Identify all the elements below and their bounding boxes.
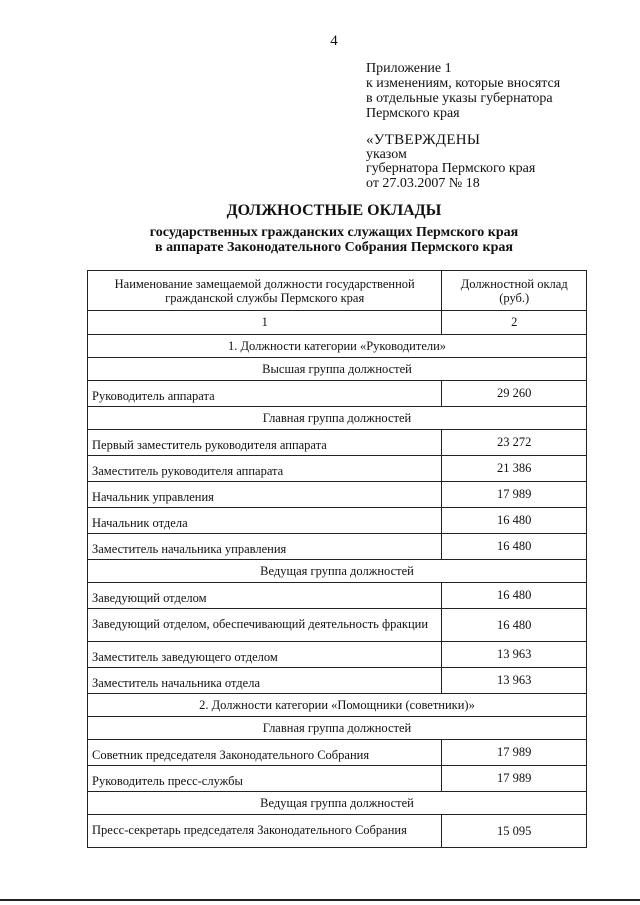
position-salary: 23 272 bbox=[442, 430, 587, 456]
group-row bbox=[88, 792, 587, 815]
approval-line: «УТВЕРЖДЕНЫ bbox=[366, 132, 481, 148]
subtitle-line: в аппарате Законодательного Собрания Пермского края bbox=[155, 240, 513, 255]
group-heading: Главная группа должностей bbox=[88, 407, 587, 430]
document-title: ДОЛЖНОСТНЫЕ ОКЛАДЫ bbox=[226, 202, 442, 219]
position-salary: 16 480 bbox=[442, 609, 587, 642]
table-row bbox=[88, 766, 587, 792]
position-salary: 16 480 bbox=[442, 534, 587, 560]
table-row bbox=[88, 642, 587, 668]
column-number: 1 bbox=[88, 311, 442, 335]
approval-line: губернатора Пермского края bbox=[366, 161, 536, 176]
appendix-line: Приложение 1 bbox=[366, 61, 452, 76]
appendix-line: к изменениям, которые вносятся bbox=[366, 76, 561, 91]
group-heading: Главная группа должностей bbox=[88, 717, 587, 740]
position-name: Руководитель пресс-службы bbox=[88, 766, 442, 792]
table-row bbox=[88, 430, 587, 456]
table-row bbox=[88, 740, 587, 766]
position-salary: 15 095 bbox=[442, 815, 587, 848]
group-row bbox=[88, 717, 587, 740]
appendix-line: в отдельные указы губернатора bbox=[366, 91, 553, 106]
position-name: Начальник отдела bbox=[88, 508, 442, 534]
position-name: Первый заместитель руководителя аппарата bbox=[88, 430, 442, 456]
category-row bbox=[88, 694, 587, 717]
position-salary: 21 386 bbox=[442, 456, 587, 482]
group-heading: Ведущая группа должностей bbox=[88, 560, 587, 583]
position-salary: 17 989 bbox=[442, 482, 587, 508]
table-row bbox=[88, 482, 587, 508]
position-salary: 17 989 bbox=[442, 740, 587, 766]
header-salary: Должностной оклад (руб.) bbox=[442, 271, 587, 311]
group-row bbox=[88, 407, 587, 430]
table-row bbox=[88, 583, 587, 609]
table-row bbox=[88, 668, 587, 694]
position-name: Заместитель начальника отдела bbox=[88, 668, 442, 694]
position-name: Заместитель заведующего отделом bbox=[88, 642, 442, 668]
table-row bbox=[88, 508, 587, 534]
page-number: 4 bbox=[330, 33, 338, 49]
position-name: Заместитель начальника управления bbox=[88, 534, 442, 560]
approval-block bbox=[366, 133, 535, 191]
subtitle-line: государственных гражданских служащих Пермского края bbox=[149, 225, 519, 240]
column-number: 2 bbox=[442, 311, 587, 335]
table-row bbox=[88, 381, 587, 407]
position-name: Советник председателя Законодательного Собрания bbox=[88, 740, 442, 766]
header-position-name: Наименование замещаемой должности государственной гражданской службы Пермского края bbox=[88, 271, 442, 311]
table-header-row bbox=[88, 271, 587, 311]
position-salary: 13 963 bbox=[442, 642, 587, 668]
document-subtitle bbox=[0, 225, 640, 255]
group-heading: Ведущая группа должностей bbox=[88, 792, 587, 815]
salary-table bbox=[87, 270, 587, 848]
position-name: Начальник управления bbox=[88, 482, 442, 508]
position-salary: 13 963 bbox=[442, 668, 587, 694]
category-heading: 2. Должности категории «Помощники (советники)» bbox=[88, 694, 587, 717]
position-name: Руководитель аппарата bbox=[88, 381, 442, 407]
table-row bbox=[88, 609, 587, 642]
position-salary: 16 480 bbox=[442, 583, 587, 609]
position-salary: 16 480 bbox=[442, 508, 587, 534]
appendix-line: Пермского края bbox=[366, 106, 460, 121]
position-name: Заведующий отделом bbox=[88, 583, 442, 609]
table-row bbox=[88, 815, 587, 848]
category-row bbox=[88, 335, 587, 358]
table-row bbox=[88, 534, 587, 560]
category-heading: 1. Должности категории «Руководители» bbox=[88, 335, 587, 358]
bottom-rule bbox=[0, 899, 640, 901]
appendix-block bbox=[366, 61, 560, 121]
position-salary: 29 260 bbox=[442, 381, 587, 407]
position-name: Заведующий отделом, обеспечивающий деятельность фракции bbox=[88, 609, 442, 642]
approval-line: указом bbox=[366, 146, 407, 162]
group-row bbox=[88, 358, 587, 381]
group-heading: Высшая группа должностей bbox=[88, 358, 587, 381]
position-name: Заместитель руководителя аппарата bbox=[88, 456, 442, 482]
approval-line: от 27.03.2007 № 18 bbox=[366, 175, 480, 191]
table-row bbox=[88, 456, 587, 482]
position-name: Пресс-секретарь председателя Законодательного Собрания bbox=[88, 815, 442, 848]
position-salary: 17 989 bbox=[442, 766, 587, 792]
column-numbering-row bbox=[88, 311, 587, 335]
group-row bbox=[88, 560, 587, 583]
